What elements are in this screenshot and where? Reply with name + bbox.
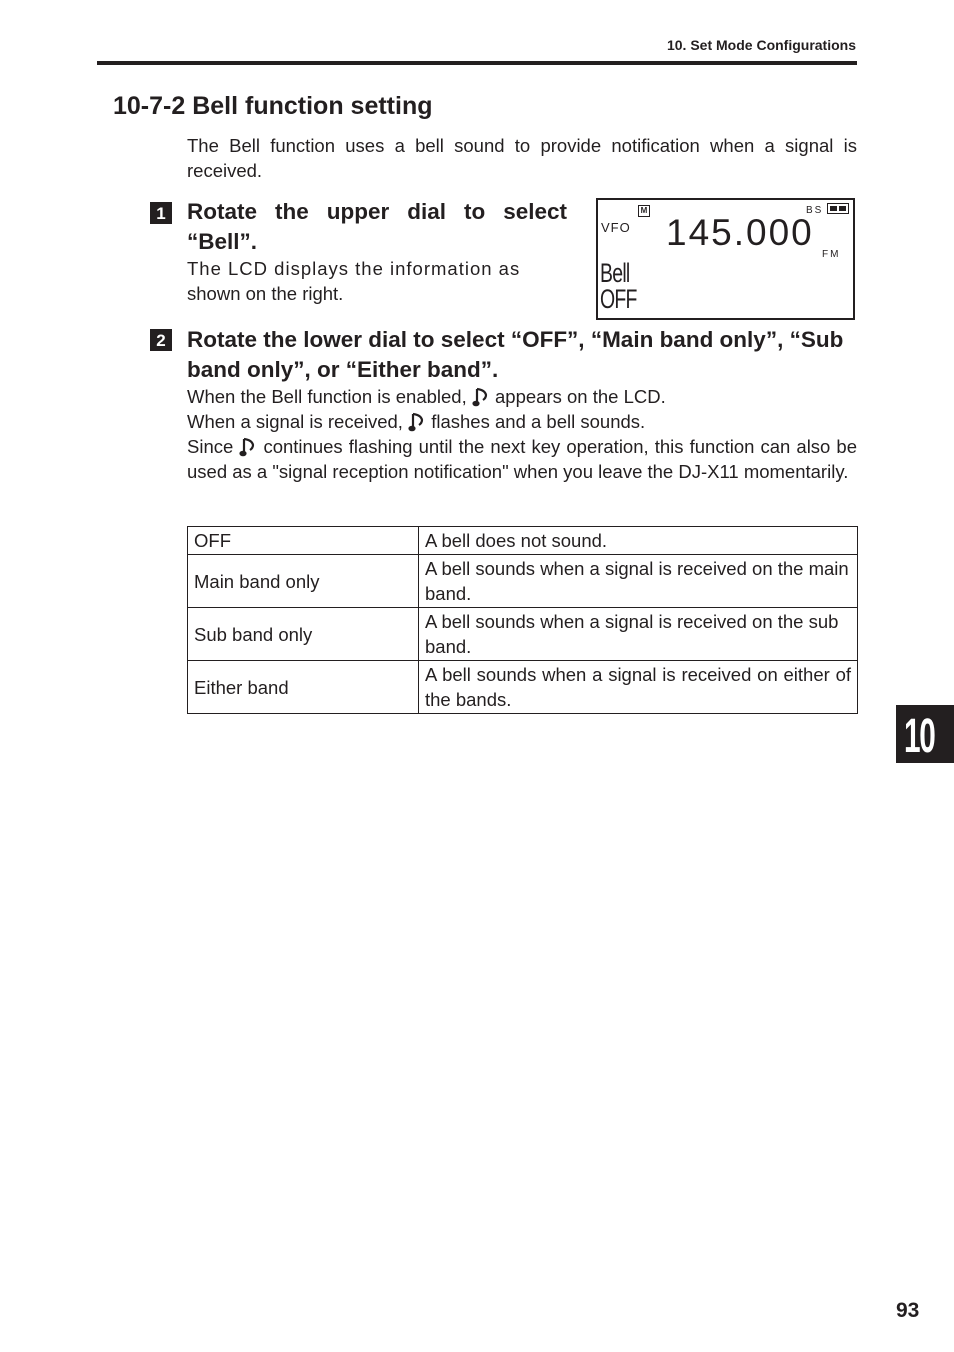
step1-body (187, 256, 567, 306)
step2-p1-text-before: When the Bell function is enabled, (187, 386, 467, 407)
option-cell: Main band only (188, 555, 419, 608)
chapter-tab-number: 10 (904, 710, 935, 763)
step2-paragraph-1 (187, 384, 857, 409)
description-cell: A bell sounds when a signal is received on either of the bands. (419, 661, 858, 714)
lcd-memory-icon: M (638, 205, 650, 217)
step1-body-line2: shown on the right. (187, 283, 344, 304)
table-row (188, 527, 858, 555)
step2-heading: Rotate the lower dial to select “OFF”, “Main band only”, “Sub band only”, or “Either band”. (187, 327, 844, 382)
lcd-mode-label: FM (822, 249, 841, 260)
lcd-frequency: 145.000 (666, 212, 814, 253)
step1-number-badge: 1 (150, 202, 172, 224)
table-row (188, 661, 858, 714)
option-cell: Either band (188, 661, 419, 714)
step2-number-badge: 2 (150, 329, 172, 351)
lcd-display (596, 198, 855, 320)
bell-note-icon (239, 436, 257, 458)
step2-paragraph-3 (187, 434, 857, 484)
section-intro: The Bell function uses a bell sound to provide notification when a signal is received. (187, 135, 857, 181)
step2-paragraph-2 (187, 409, 857, 434)
description-cell: A bell sounds when a signal is received on the sub band. (419, 608, 858, 661)
lcd-line1: Bell (600, 258, 630, 288)
header-rule (97, 61, 857, 65)
bell-note-icon (472, 386, 490, 408)
lcd-bs-label: BS (806, 205, 824, 216)
header-chapter-title: 10. Set Mode Configurations (666, 37, 856, 53)
page-number: 93 (896, 1299, 920, 1322)
table-row (188, 555, 858, 608)
bell-note-icon (408, 411, 426, 433)
description-cell: A bell does not sound. (419, 527, 858, 555)
option-cell: Sub band only (188, 608, 419, 661)
lcd-line2: OFF (600, 284, 637, 314)
step2-p3-text-before: Since (187, 436, 234, 457)
step1-body-line1: The LCD displays the information as (187, 258, 521, 279)
chapter-tab (896, 705, 954, 763)
step2-p2-text-before: When a signal is received, (187, 411, 403, 432)
table-row (188, 608, 858, 661)
step2-p1-text-after: appears on the LCD. (495, 386, 666, 407)
step2-p3-text-after: continues flashing until the next key operation, this function can also be used as a "signal reception notification" when you leave the DJ-X11 momentarily. (187, 436, 858, 482)
bell-options-table (187, 526, 858, 714)
section-title: 10-7-2 Bell function setting (113, 92, 433, 120)
battery-icon (827, 203, 849, 214)
option-cell: OFF (188, 527, 419, 555)
step2-body (187, 384, 857, 484)
step1-heading: Rotate the upper dial to select “Bell”. (187, 199, 567, 254)
step2-p2-text-after: flashes and a bell sounds. (431, 411, 646, 432)
lcd-vfo-label: VFO (601, 220, 631, 235)
description-cell: A bell sounds when a signal is received on the main band. (419, 555, 858, 608)
